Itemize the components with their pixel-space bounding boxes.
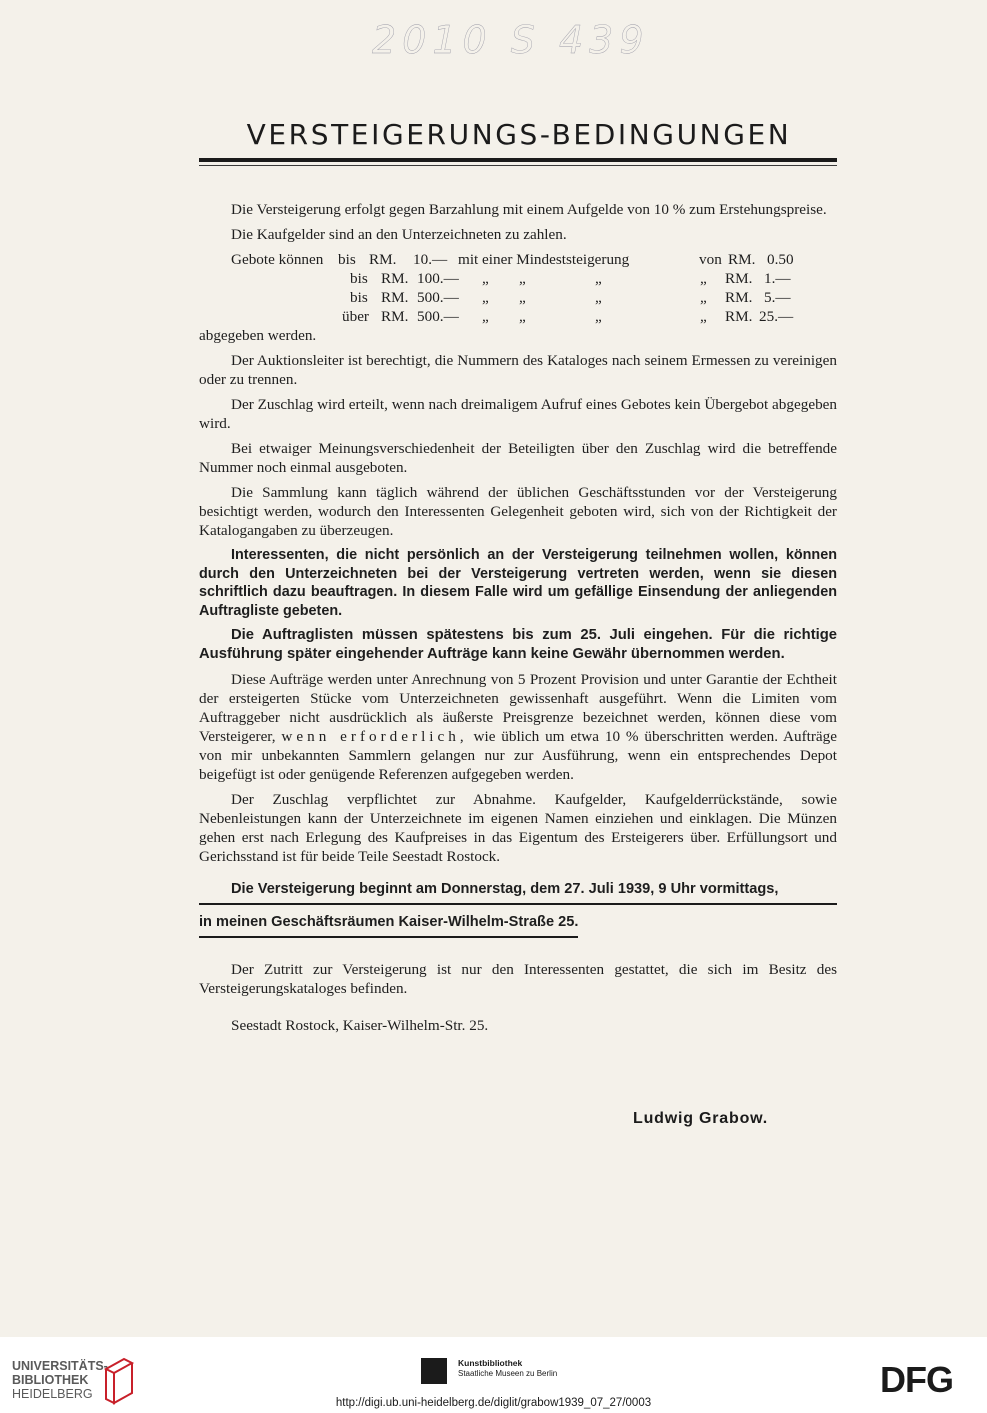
- page-title: VERSTEIGERUNGS-BEDINGUNGEN: [246, 118, 792, 151]
- paragraph-proxy-bidding: Interessenten, die nicht persönlich an der Versteigerung teilnehmen wollen, können durch den Unterzeichneten bei der Versteigerung vertreten werden, wenn sie diesen schriftlich dazu beauftragen. In diesem Falle wird um gefällige Einsendung der anliegenden Auftragliste gebeten.: [199, 547, 837, 619]
- bid-ditto-2: „: [519, 308, 526, 325]
- bid-step-currency: RM.: [725, 270, 753, 287]
- bid-currency: RM.: [381, 308, 409, 325]
- bid-currency: RM.: [369, 251, 397, 268]
- bid-currency: RM.: [381, 289, 409, 306]
- kunstbibliothek-logo-icon[interactable]: [421, 1358, 447, 1384]
- bid-step-currency: RM.: [728, 251, 756, 268]
- kunstbibliothek-label: [458, 1358, 557, 1379]
- title-rule-thin: [199, 165, 837, 166]
- bid-step: 0.50: [767, 251, 794, 268]
- bid-step: 25.—: [759, 308, 794, 325]
- uni-logo-line-1: UNIVERSITÄTS-: [12, 1359, 108, 1373]
- bid-increment-table: [199, 250, 837, 326]
- uni-logo-line-2: BIBLIOTHEK: [12, 1373, 89, 1387]
- permalink-url[interactable]: http://digi.ub.uni-heidelberg.de/diglit/grabow1939_07_27/0003: [335, 1397, 652, 1409]
- bid-compare: bis: [350, 270, 368, 287]
- digitization-footer: [0, 1337, 987, 1413]
- announcement-location: in meinen Geschäftsräumen Kaiser-Wilhelm-Straße 25.: [199, 905, 578, 938]
- paragraph-admission: Der Zutritt zur Versteigerung ist nur den Interessenten gestattet, die sich im Besitz des Versteigerungskataloges befinden.: [199, 961, 837, 997]
- bid-amount: 100.—: [417, 270, 459, 287]
- paragraph-payee: Die Kaufgelder sind an den Unterzeichneten zu zahlen.: [231, 226, 567, 243]
- paragraph-hammer: Der Zuschlag wird erteilt, wenn nach dreimaligem Aufruf eines Gebotes kein Übergebot abgegeben wird.: [199, 396, 837, 432]
- bid-ditto-3: „: [595, 308, 602, 325]
- bid-ditto-2: „: [519, 270, 526, 287]
- bid-amount: 500.—: [417, 289, 459, 306]
- bid-ditto-3: „: [595, 289, 602, 306]
- commission-text-b: wie üblich um etwa 10 % überschritten werden. Aufträge von mir unbekannten Sammlern gelangen nur zur Ausführung, wenn ein entsprechendes Depot beigefügt ist oder genügende Referenzen aufgegeben werden.: [199, 728, 838, 783]
- paragraph-viewing: Die Sammlung kann täglich während der üblichen Geschäftsstunden vor der Versteigerung besichtigt werden, wodurch den Interessenten Gelegenheit geboten wird, sich von der Richtigkeit der Katalogangaben zu überzeugen.: [199, 484, 837, 539]
- dfg-logo[interactable]: DFG: [880, 1359, 953, 1400]
- paragraph-deadline: Die Auftraglisten müssen spätestens bis zum 25. Juli eingehen. Für die richtige Ausführung später eingehender Aufträge kann keine Gewähr übernommen werden.: [199, 627, 837, 662]
- bid-amount: 10.—: [413, 251, 448, 268]
- bid-ditto-4: von: [699, 251, 722, 268]
- bid-amount: 500.—: [417, 308, 459, 325]
- bid-currency: RM.: [381, 270, 409, 287]
- conditions-text: [199, 200, 837, 1041]
- announcement-date: Die Versteigerung beginnt am Donnerstag, dem 27. Juli 1939, 9 Uhr vormittags,: [199, 880, 837, 905]
- university-library-logo[interactable]: [12, 1359, 108, 1401]
- place-line: Seestadt Rostock, Kaiser-Wilhelm-Str. 25.: [231, 1017, 489, 1034]
- paragraph-bids-end: abgegeben werden.: [199, 327, 317, 344]
- paragraph-payment: Die Versteigerung erfolgt gegen Barzahlung mit einem Aufgelde von 10 % zum Erstehungspreise.: [231, 201, 827, 218]
- bid-ditto-1: „: [482, 308, 489, 325]
- bid-ditto-3: „: [595, 270, 602, 287]
- bid-ditto-2: „: [519, 289, 526, 306]
- bid-ditto-4: „: [700, 289, 707, 306]
- auction-announcement: [199, 880, 837, 938]
- handwritten-shelfmark: 2010 S 439: [372, 18, 650, 62]
- bid-ditto-1: „: [482, 270, 489, 287]
- bid-ditto-4: „: [700, 308, 707, 325]
- bid-step: 1.—: [764, 270, 791, 287]
- bid-compare: bis: [338, 251, 356, 268]
- bid-step-currency: RM.: [725, 289, 753, 306]
- kb-line-2: Staatliche Museen zu Berlin: [458, 1369, 558, 1378]
- paragraph-commissions: [199, 670, 837, 784]
- bid-compare: über: [342, 308, 369, 325]
- bid-ditto-4: „: [700, 270, 707, 287]
- paragraph-auctioneer-rights: Der Auktionsleiter ist berechtigt, die Nummern des Kataloges nach seinem Ermessen zu vereinigen oder zu trennen.: [199, 352, 837, 388]
- bid-ditto-1: „: [482, 289, 489, 306]
- paragraph-disputes: Bei etwaiger Meinungsverschiedenheit der Beteiligten über den Zuschlag wird die betreffende Nummer noch einmal ausgeboten.: [199, 440, 837, 476]
- uni-logo-line-3: HEIDELBERG: [12, 1387, 93, 1401]
- bid-step: 5.—: [764, 289, 791, 306]
- bid-ditto-1: mit einer Mindeststeigerung: [458, 251, 630, 268]
- bid-lead: Gebote können: [231, 251, 324, 268]
- paragraph-obligations: Der Zuschlag verpflichtet zur Abnahme. Kaufgelder, Kaufgelderrückstände, sowie Nebenleistungen kann der Unterzeichnete im eigenen Namen einziehen und einklagen. Die Münzen gehen erst nach Erlegung des Kaufpreises in das Eigentum des Ersteigerers über. Erfüllungsort und Gerichsstand ist für beide Teile Seestadt Rostock.: [199, 791, 837, 865]
- bid-compare: bis: [350, 289, 368, 306]
- signature: Ludwig Grabow.: [633, 1110, 769, 1127]
- commission-spaced-text: wenn erforderlich,: [281, 728, 468, 745]
- title-rule-thick: [199, 158, 837, 162]
- bid-step-currency: RM.: [725, 308, 753, 325]
- commission-text-a: Diese Aufträge werden unter Anrechnung von 5 Prozent Provision und unter Garantie der Echtheit der ersteigerten Stücke vom Unterzeichneten gewissenhaft ausgeführt. Wenn die Limiten vom Auftraggeber nicht ausdrücklich als äußerste Preisgrenze bezeichnet werden, können diese vom Versteigerer,: [199, 671, 837, 745]
- kb-line-1: Kunstbibliothek: [458, 1358, 523, 1368]
